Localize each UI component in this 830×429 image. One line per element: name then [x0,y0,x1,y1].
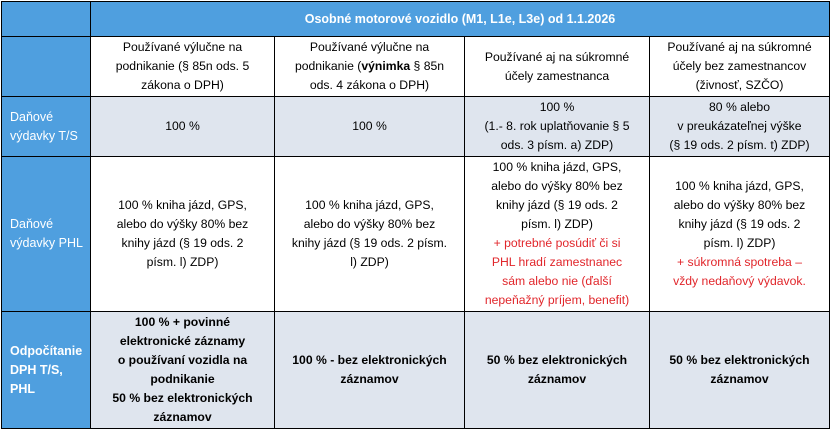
column-header-row [2,37,830,97]
cell-vat-2: 100 % - bez elektronických záznamov [275,312,465,429]
row-tax-expenses-phl [2,157,830,312]
column-header-3: Používané aj na súkromné účely zamestnanca [465,37,650,97]
column-header-2: Používané výlučne na podnikanie (výnimka § 85n ods. 4 zákona o DPH) [275,37,465,97]
cell-vat-1: 100 % + povinné elektronické záznamy o používaní vozidla na podnikanie 50 % bez elektronických záznamov [91,312,275,429]
corner-cell [2,2,91,37]
cell-ts-3: 100 % (1.- 8. rok uplatňovanie § 5 ods. 3 písm. a) ZDP) [465,97,650,157]
cell-phl-3: 100 % kniha jázd, GPS, alebo do výšky 80% bez knihy jázd (§ 19 ods. 2 písm. l) ZDP) + potrebné posúdiť či si PHL hradí zamestnanec sám alebo nie (ďalší nepeňažný príjem, benefit) [465,157,650,312]
cell-ts-1: 100 % [91,97,275,157]
row-label-tax-expenses-ts: Daňové výdavky T/S [2,97,91,157]
table-title: Osobné motorové vozidlo (M1, L1e, L3e) od 1.1.2026 [91,2,830,37]
cell-phl-2: 100 % kniha jázd, GPS, alebo do výšky 80% bez knihy jázd (§ 19 ods. 2 písm. l) ZDP) [275,157,465,312]
row-tax-expenses-ts [2,97,830,157]
column-header-1: Používané výlučne na podnikanie (§ 85n ods. 5 zákona o DPH) [91,37,275,97]
cell-phl-4: 100 % kniha jázd, GPS, alebo do výšky 80% bez knihy jázd (§ 19 ods. 2 písm. l) ZDP) + súkromná spotreba – vždy nedaňový výdavok. [650,157,830,312]
cell-vat-3: 50 % bez elektronických záznamov [465,312,650,429]
cell-ts-2: 100 % [275,97,465,157]
column-header-4: Používané aj na súkromné účely bez zamestnancov (živnosť, SZČO) [650,37,830,97]
private-use-note: + súkromná spotreba – [677,255,802,269]
row-label-tax-expenses-phl: Daňové výdavky PHL [2,157,91,312]
row-label-vat-deduction: Odpočítanie DPH T/S, PHL [2,312,91,429]
tax-comparison-table [1,1,830,429]
cell-vat-4: 50 % bez elektronických záznamov [650,312,830,429]
corner-cell-2 [2,37,91,97]
employee-note: + potrebné posúdiť či si [493,236,621,250]
cell-phl-1: 100 % kniha jázd, GPS, alebo do výšky 80% bez knihy jázd (§ 19 ods. 2 písm. l) ZDP) [91,157,275,312]
cell-ts-4: 80 % alebo v preukázateľnej výške (§ 19 ods. 2 písm. t) ZDP) [650,97,830,157]
row-vat-deduction [2,312,830,429]
